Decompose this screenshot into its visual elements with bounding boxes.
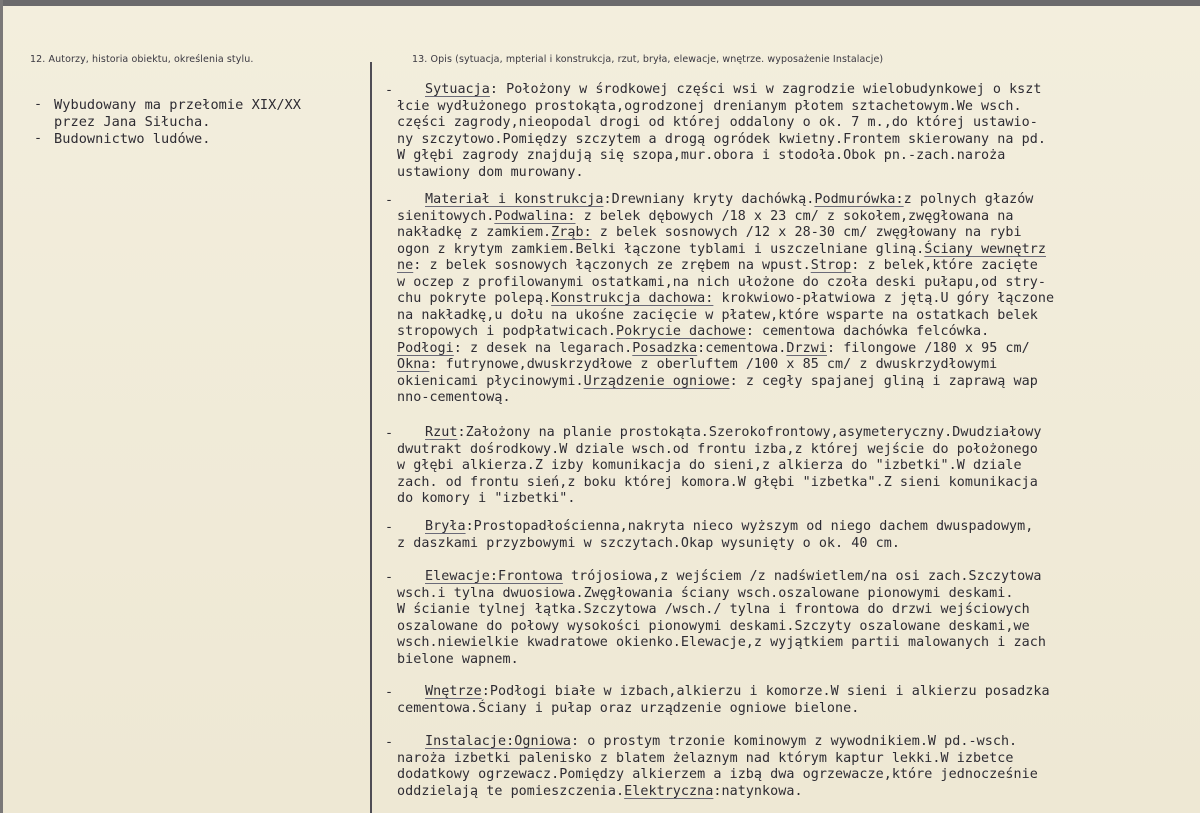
history-line: przez Jana Siłucha.: [54, 113, 211, 130]
text-run: stropowych i podpłatwicach.: [397, 324, 617, 339]
text-run: z belek sosnowych /12 x 28-30 cm/ zwęgłowany na rybi: [591, 225, 1022, 240]
underlined-term: Bryła: [425, 519, 466, 534]
text-run: na nakładkę,u dołu na ukośne zacięcie w płatew,które wsparte na ostatkach belek: [397, 307, 1038, 323]
text-run: : z cegły spajanej gliną i zaprawą wap: [729, 373, 1038, 389]
description-line: [397, 635, 1046, 651]
text-run: trójosiowa,z wejściem /z nadświetlem/na osi zach.Szczytowa: [562, 569, 1042, 584]
description-line: [397, 308, 1038, 324]
column-divider: [370, 62, 372, 813]
description-line: [397, 357, 997, 373]
card-left-edge: [0, 0, 3, 813]
text-run: cementowa.Ściany i pułap oraz urządzenie ogniowe bielone.: [397, 700, 860, 716]
text-run: części zagrody,nieopodal drogi od której oddalony o ok. 7 m.,do której ustawio-: [397, 115, 1038, 130]
text-run: :Prostopadłościenna,nakryta nieco wyższym od niego dachem dwuspadowym,: [465, 519, 1034, 534]
description-line: [425, 569, 1042, 585]
underlined-term: Strop: [810, 258, 852, 273]
description-line: [425, 192, 1033, 208]
description-line: [425, 519, 1033, 535]
bullet-dash: -: [34, 131, 43, 146]
description-line: [397, 784, 803, 800]
text-run: nakładkę z zamkiem.: [397, 225, 552, 240]
bullet-dash: -: [34, 97, 43, 112]
description-line: [397, 767, 1038, 783]
text-run: ny szczytowo.Pomiędzy szczytem a drogą ogródek kwietny.Frontem skierowany na pd.: [397, 131, 1046, 147]
text-run: z daszkami przyzbowymi w szczytach.Okap wysunięty o ok. 40 cm.: [397, 535, 900, 551]
description-line: [425, 425, 1042, 441]
description-line: [397, 291, 1054, 307]
text-run: : o prostym trzonie kominowym z wywodnikiem.W pd.-wsch.: [571, 734, 1018, 749]
description-line: [397, 324, 989, 340]
underlined-term: ne: [397, 258, 414, 273]
description-line: [397, 374, 1038, 390]
section-dash: -: [385, 685, 394, 700]
description-line: [397, 602, 1030, 618]
text-run: : z desek na legarach.: [453, 340, 633, 356]
section-dash: -: [385, 570, 394, 585]
history-line: Budownictwo ludówe.: [54, 131, 211, 147]
text-run: chu pokryte polepą.: [397, 291, 552, 306]
text-run: wsch.i tylna dwuosiowa.Zwęgłowania ściany wsch.oszalowane pionowymi deskami.: [397, 585, 1014, 601]
text-run: okienicami płycinowymi.: [397, 373, 584, 389]
description-line: [397, 751, 1014, 767]
text-run: krokwiowo-płatwiowa z jętą.U góry łączone: [713, 291, 1055, 306]
text-run: : futrynowe,dwuskrzydłowe z oberluftem /100 x 85 cm/ z dwuskrzydłowymi: [429, 357, 998, 372]
text-run: zach. od frontu sień,z boku której komora.W głębi "izbetka".Z sieni komunikacja: [397, 474, 1038, 490]
underlined-term: Podmurówka:: [814, 192, 904, 207]
text-run: : filongowe /180 x 95 cm/: [826, 340, 1030, 356]
description-line: [397, 458, 1022, 474]
underlined-term: Drzwi: [786, 340, 827, 356]
text-run: :Drewniany kryty dachówką.: [603, 192, 815, 207]
text-run: naroża izbetki palenisko z blatem żelaznym nad którym kaptur lekki.W izbetce: [397, 750, 1014, 766]
description-line: [397, 619, 1030, 635]
text-run: ustawiony dom murowany.: [397, 164, 584, 180]
section-dash: -: [385, 520, 394, 535]
description-line: [397, 115, 1038, 131]
underlined-term: Wnętrze: [425, 684, 482, 699]
underlined-term: Konstrukcja dachowa:: [551, 291, 714, 306]
text-run: oddzielają te pomieszczenia.: [397, 783, 625, 799]
text-run: :Założony na planie prostokąta.Szerokofrontowy,asymeteryczny.Dwudziałowy: [457, 425, 1042, 440]
description-line: [397, 209, 1014, 225]
text-run: :natynkowa.: [713, 783, 803, 799]
section-dash: -: [385, 83, 394, 98]
underlined-term: Elewacje:Frontowa: [425, 569, 563, 584]
underlined-term: Sytuacja: [425, 82, 490, 97]
text-run: dwutrakt dośrodkowy.W dziale wsch.od frontu izba,z której wejście do położonego: [397, 441, 1038, 457]
text-run: : z belek sosnowych łączonych ze zrębem na wpust.: [413, 258, 811, 273]
description-line: [397, 701, 859, 717]
underlined-term: Urządzenie ogniowe: [583, 373, 730, 389]
text-run: dodatkowy ogrzewacz.Pomiędzy alkierzem a izbą dwa ogrzewacze,które jednocześnie: [397, 767, 1038, 782]
underlined-term: Rzut: [425, 425, 458, 440]
text-run: wsch.niewielkie kwadratowe okienko.Elewacje,z wyjątkiem partii malowanych i zach: [397, 635, 1046, 650]
section-dash: -: [385, 193, 394, 208]
description-line: [397, 132, 1046, 148]
section-dash: -: [385, 426, 394, 441]
text-run: w oczep z profilowanymi ostatkami,na nich ułożone do czoła deski pułapu,od stry-: [397, 274, 1046, 290]
text-run: :Podłogi białe w izbach,alkierzu i komorze.W sieni i alkierzu posadzka: [481, 684, 1050, 699]
description-line: [425, 684, 1050, 700]
text-run: w głębi alkierza.Z izby komunikacja do sieni,z alkierza do "izbetki".W dziale: [397, 458, 1022, 473]
underlined-term: Podłogi: [397, 340, 454, 356]
description-line: [397, 652, 519, 668]
underlined-term: Pokrycie dachowe: [616, 324, 746, 339]
underlined-term: Podwalina:: [494, 208, 576, 224]
section-dash: -: [385, 735, 394, 750]
text-run: z polnych głazów: [903, 192, 1034, 207]
underlined-term: Instalacje:Ogniowa: [425, 734, 572, 749]
text-run: bielone wapnem.: [397, 651, 519, 667]
description-line: [397, 275, 1046, 291]
text-run: sienitowych.: [397, 208, 495, 224]
text-run: z belek dębowych /18 x 23 cm/ z sokołem,zwęgłowana na: [575, 208, 1014, 224]
description-line: [397, 586, 1014, 602]
description-line: [397, 536, 900, 552]
description-line: [397, 148, 1005, 164]
underlined-term: Posadzka: [632, 340, 698, 356]
description-line: [425, 82, 1042, 98]
underlined-term: Okna: [397, 357, 430, 372]
text-run: ogon z krytym zamkiem.Belki łączone tyblami i uszczelniane gliną.: [397, 241, 925, 257]
description-line: [397, 99, 1022, 115]
section-12-heading: 12. Autorzy, historia obiektu, określenia stylu.: [30, 54, 254, 65]
description-line: [397, 242, 1046, 258]
description-line: [397, 225, 1022, 241]
history-line: Wybudowany ma przełomie XIX/XX: [54, 97, 302, 113]
description-line: [397, 475, 1038, 491]
description-line: [397, 258, 1038, 274]
section-13-heading: 13. Opis (sytuacja, mpterial i konstrukcja, rzut, bryła, elewacje, wnętrze. wyposażenie Instalacje): [412, 54, 884, 65]
description-line: [397, 491, 575, 507]
text-run: : Położony w środkowej części wsi w zagrodzie wielobudynkowej o kszt: [489, 82, 1042, 97]
description-line: [397, 165, 584, 181]
underlined-term: Zrąb:: [551, 225, 592, 240]
underlined-term: Materiał i konstrukcja: [425, 192, 604, 207]
description-line: [397, 390, 511, 406]
text-run: do komory i "izbetki".: [397, 491, 576, 506]
text-run: W ścianie tylnej łątka.Szczytowa /wsch./ tylna i frontowa do drzwi wejściowych: [397, 602, 1030, 617]
description-line: [425, 734, 1017, 750]
text-run: łcie wydłużonego prostokąta,ogrodzonej drenianym płotem sztachetowym.We wsch.: [397, 98, 1022, 114]
underlined-term: Ściany wewnętrz: [924, 241, 1046, 257]
underlined-term: Elektryczna: [624, 783, 714, 799]
text-run: oszalowane do połowy wysokości pionowymi deskami.Szczyty oszalowane deskami,we: [397, 618, 1030, 634]
card-top-edge: [0, 0, 1200, 6]
text-run: : cementowa dachówka felcówka.: [745, 324, 990, 339]
text-run: nno-cementową.: [397, 390, 511, 405]
description-line: [397, 341, 1030, 357]
text-run: W głębi zagrody znajdują się szopa,mur.obora i stodoła.Obok pn.-zach.naroża: [397, 148, 1006, 163]
text-run: : z belek,które zacięte: [851, 258, 1038, 273]
description-line: [397, 442, 1038, 458]
text-run: :cementowa.: [697, 340, 787, 356]
